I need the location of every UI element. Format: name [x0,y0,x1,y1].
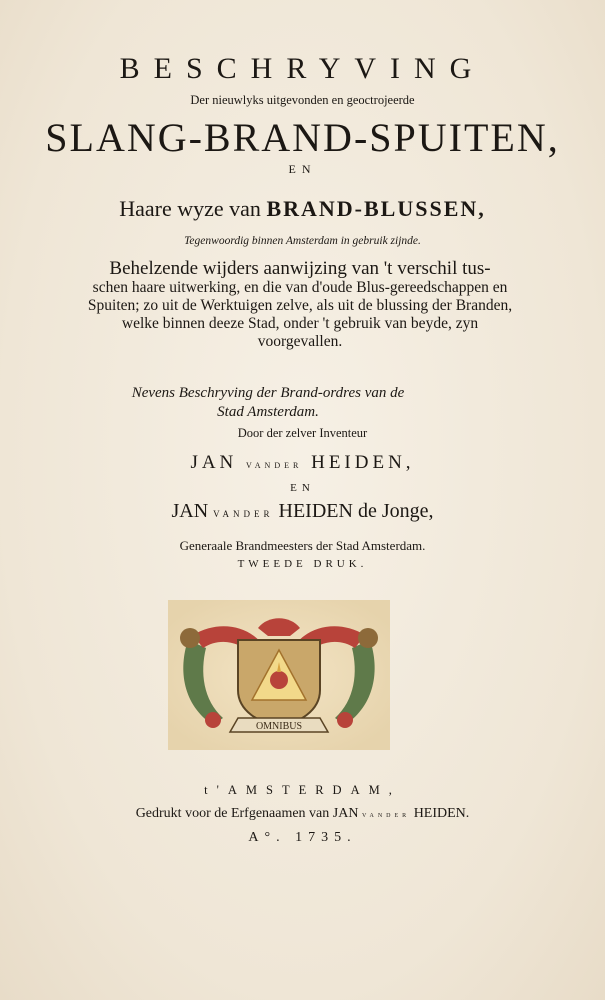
description-paragraph [80,260,520,351]
printer-mid: vander [361,809,411,819]
roles-line: Generaale Brandmeesters der Stad Amsterdam. [179,538,426,553]
method-line [0,196,605,222]
printer-last: HEIDEN. [413,806,470,821]
author-1-first: JAN [190,452,238,473]
method-prefix: Haare wyze van [119,196,261,221]
printer-line [0,806,605,822]
conjunction-en: EN [288,162,317,176]
heraldic-emblem-icon [168,600,390,750]
conjunction-en-2: EN [290,482,315,494]
current-use-line: Tegenwoordig binnen Amsterdam in gebruik zijnde. [184,235,421,247]
printer-first: JAN [332,806,359,821]
product-title: SLANG-BRAND-SPUITEN, [45,115,560,160]
description-first-line: Behelzende wijders aanwijzing van 't verschil tus- [109,258,491,279]
author-2 [0,500,605,523]
method-caps: BRAND-BLUSSEN, [266,196,486,221]
additional-note: Nevens Beschryving der Brand-ordres van de Stad Amsterdam. [131,385,405,420]
author-2-first: JAN [171,500,209,522]
imprint-year: A°. 1735. [248,830,357,845]
subtitle-line: Der nieuwlyks uitgevonden en geoctrojeerde [190,93,415,107]
main-title: BESCHRYVING [119,52,486,85]
description-rest: schen haare uitwerking, en die van d'oude Blus-gereedschappen en Spuiten; zo uit de Werktuigen zelve, als uit de blussing der Branden, welke binnen deeze Stad, onder 't gebruik van beyde, zyn voorgevallen. [87,279,513,350]
author-2-suffix: de Jonge, [357,500,434,522]
author-1 [0,452,605,474]
author-1-last: HEIDEN, [311,452,415,473]
author-1-mid: vander [246,458,303,471]
imprint-city: t'AMSTERDAM, [204,783,401,797]
edition-line: TWEEDE DRUK. [237,558,368,570]
by-line: Door der zelver Inventeur [237,426,368,440]
author-2-mid: vander [213,506,274,520]
printer-prefix: Gedrukt voor de Erfgenaamen van [135,806,330,821]
emblem-motto: OMNIBUS [255,721,303,732]
author-2-last: HEIDEN [278,500,353,522]
